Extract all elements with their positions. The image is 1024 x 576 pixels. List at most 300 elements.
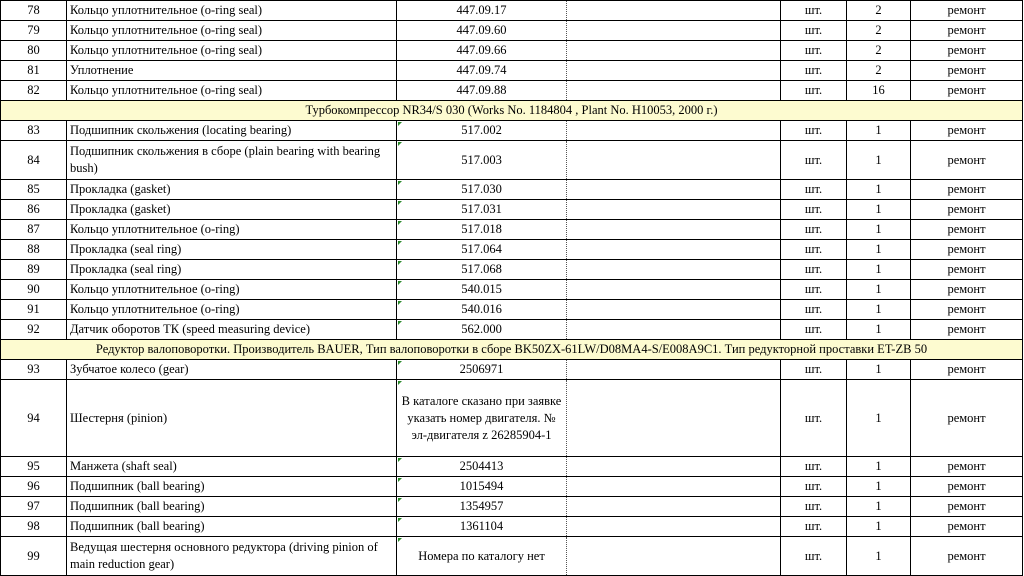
cell-comment-marker-icon [398,321,402,325]
remark-cell[interactable] [911,360,1023,380]
remark-cell-text: ремонт [947,23,986,37]
part-code-cell-text: 517.068 [461,262,502,276]
remark-cell-text: ремонт [947,459,986,473]
remark-cell[interactable] [911,457,1023,477]
quantity-cell-text: 1 [875,282,882,296]
part-name-cell[interactable] [67,320,397,340]
blank-cell[interactable] [567,61,781,81]
row-number-cell-text: 80 [27,43,40,57]
table-row [1,497,1023,517]
quantity-cell[interactable] [847,360,911,380]
remark-cell[interactable] [911,141,1023,180]
remark-cell-text: ремонт [947,519,986,533]
remark-cell-text: ремонт [947,222,986,236]
blank-cell[interactable] [567,497,781,517]
table-row [1,180,1023,200]
row-number-cell[interactable] [1,320,67,340]
cell-comment-marker-icon [398,518,402,522]
part-name-cell-text: Подшипник (ball bearing) [70,499,205,513]
part-code-cell-text: 1361104 [459,519,504,533]
section-header-turbocharger [1,101,1023,121]
part-name-cell[interactable] [67,300,397,320]
part-code-cell[interactable] [397,517,567,537]
part-code-cell-text: 2506971 [459,362,504,376]
row-number-cell-text: 82 [27,83,40,97]
row-number-cell-text: 93 [27,362,40,376]
cell-comment-marker-icon [398,201,402,205]
unit-cell[interactable] [781,121,847,141]
table-row [1,517,1023,537]
part-name-cell-text: Подшипник скольжения (locating bearing) [70,123,292,137]
quantity-cell-text: 1 [875,123,882,137]
part-name-cell[interactable] [67,180,397,200]
table-row [1,81,1023,101]
table-row [1,21,1023,41]
part-name-cell-text: Манжета (shaft seal) [70,459,177,473]
part-code-cell-text: В каталоге сказано при заявке указать номер двигателя. № эл-двигателя z 26285904-1 [401,393,562,442]
unit-cell[interactable] [781,497,847,517]
row-number-cell[interactable] [1,300,67,320]
quantity-cell-text: 2 [875,63,882,77]
remark-cell-text: ремонт [947,479,986,493]
quantity-cell[interactable] [847,41,911,61]
unit-cell[interactable] [781,300,847,320]
part-code-cell[interactable] [397,141,567,180]
row-number-cell[interactable] [1,240,67,260]
cell-comment-marker-icon [398,361,402,365]
cell-comment-marker-icon [398,221,402,225]
unit-cell-text: шт. [804,242,823,256]
part-name-cell-text: Датчик оборотов ТК (speed measuring device) [70,322,310,336]
quantity-cell-text: 2 [875,23,882,37]
remark-cell-text: ремонт [947,362,986,376]
part-code-cell[interactable] [397,220,567,240]
unit-cell-text: шт. [804,83,823,97]
remark-cell[interactable] [911,477,1023,497]
part-code-cell-text: 517.018 [461,222,502,236]
cell-comment-marker-icon [398,538,402,542]
unit-cell[interactable] [781,280,847,300]
unit-cell-text: шт. [804,222,823,236]
part-name-cell-text: Прокладка (gasket) [70,182,171,196]
part-name-cell[interactable] [67,477,397,497]
unit-cell-text: шт. [804,43,823,57]
quantity-cell[interactable] [847,61,911,81]
part-name-cell[interactable] [67,517,397,537]
table-row [1,360,1023,380]
blank-cell[interactable] [567,220,781,240]
remark-cell[interactable] [911,260,1023,280]
quantity-cell[interactable] [847,457,911,477]
table-row [1,61,1023,81]
part-code-cell[interactable] [397,380,567,457]
row-number-cell-text: 99 [27,548,40,563]
remark-cell[interactable] [911,517,1023,537]
part-code-cell[interactable] [397,280,567,300]
quantity-cell[interactable] [847,537,911,576]
unit-cell[interactable] [781,260,847,280]
unit-cell[interactable] [781,220,847,240]
quantity-cell-text: 1 [875,182,882,196]
part-code-cell[interactable] [397,81,567,101]
table-row [1,537,1023,576]
unit-cell[interactable] [781,81,847,101]
blank-cell[interactable] [567,1,781,21]
row-number-cell[interactable] [1,200,67,220]
part-code-cell[interactable] [397,457,567,477]
part-name-cell-text: Кольцо уплотнительное (o-ring seal) [70,83,263,97]
part-name-cell-text: Кольцо уплотнительное (o-ring) [70,302,240,316]
quantity-cell[interactable] [847,200,911,220]
row-number-cell[interactable] [1,497,67,517]
section-header-turbocharger-title: Турбокомпрессор NR34/S 030 (Works No. 1184804 , Plant No. H10053, 2000 г.) [305,103,718,117]
remark-cell-text: ремонт [947,242,986,256]
part-name-cell-text: Шестерня (pinion) [70,410,168,425]
cell-comment-marker-icon [398,142,402,146]
table-row [1,477,1023,497]
part-code-cell[interactable] [397,497,567,517]
quantity-cell[interactable] [847,300,911,320]
blank-cell[interactable] [567,320,781,340]
quantity-cell-text: 1 [875,322,882,336]
quantity-cell[interactable] [847,1,911,21]
blank-cell[interactable] [567,240,781,260]
remark-cell[interactable] [911,180,1023,200]
part-code-cell-text: 540.015 [461,282,502,296]
quantity-cell-text: 2 [875,3,882,17]
quantity-cell[interactable] [847,320,911,340]
remark-cell[interactable] [911,300,1023,320]
unit-cell[interactable] [781,477,847,497]
remark-cell[interactable] [911,21,1023,41]
row-number-cell-text: 78 [27,3,40,17]
part-code-cell-text: 447.09.88 [456,83,507,97]
section-header-turbocharger-cell[interactable] [1,101,1023,121]
part-code-cell[interactable] [397,61,567,81]
unit-cell-text: шт. [804,123,823,137]
quantity-cell-text: 1 [875,519,882,533]
part-code-cell[interactable] [397,300,567,320]
unit-cell-text: шт. [804,202,823,216]
unit-cell-text: шт. [804,282,823,296]
row-number-cell[interactable] [1,380,67,457]
part-name-cell-text: Зубчатое колесо (gear) [70,362,189,376]
blank-cell[interactable] [567,121,781,141]
part-name-cell-text: Кольцо уплотнительное (o-ring seal) [70,43,263,57]
remark-cell-text: ремонт [947,499,986,513]
quantity-cell-text: 1 [875,202,882,216]
table-row [1,380,1023,457]
row-number-cell[interactable] [1,81,67,101]
part-code-cell[interactable] [397,320,567,340]
blank-cell[interactable] [567,360,781,380]
blank-cell[interactable] [567,477,781,497]
parts-table-body [1,1,1023,576]
unit-cell-text: шт. [804,152,823,167]
part-code-cell-text: 1354957 [459,499,504,513]
table-row [1,457,1023,477]
part-name-cell[interactable] [67,1,397,21]
row-number-cell-text: 90 [27,282,40,296]
part-code-cell-text: 517.031 [461,202,502,216]
part-name-cell-text: Подшипник скольжения в сборе (plain bearing with bearing bush) [70,144,381,175]
remark-cell[interactable] [911,380,1023,457]
row-number-cell-text: 89 [27,262,40,276]
unit-cell-text: шт. [804,519,823,533]
remark-cell-text: ремонт [947,548,986,563]
row-number-cell[interactable] [1,141,67,180]
part-name-cell-text: Кольцо уплотнительное (o-ring) [70,282,240,296]
part-code-cell[interactable] [397,360,567,380]
blank-cell[interactable] [567,457,781,477]
part-name-cell[interactable] [67,240,397,260]
blank-cell[interactable] [567,81,781,101]
part-code-cell-text: 2504413 [459,459,504,473]
part-code-cell-text: 517.030 [461,182,502,196]
cell-comment-marker-icon [398,281,402,285]
part-name-cell[interactable] [67,537,397,576]
blank-cell[interactable] [567,21,781,41]
blank-cell[interactable] [567,300,781,320]
quantity-cell[interactable] [847,81,911,101]
blank-cell[interactable] [567,537,781,576]
remark-cell[interactable] [911,497,1023,517]
quantity-cell-text: 1 [875,242,882,256]
part-name-cell-text: Прокладка (seal ring) [70,262,182,276]
quantity-cell[interactable] [847,220,911,240]
unit-cell[interactable] [781,537,847,576]
quantity-cell-text: 1 [875,152,882,167]
quantity-cell-text: 1 [875,499,882,513]
part-code-cell[interactable] [397,41,567,61]
quantity-cell-text: 1 [875,459,882,473]
part-code-cell[interactable] [397,200,567,220]
remark-cell[interactable] [911,81,1023,101]
quantity-cell-text: 1 [875,362,882,376]
quantity-cell-text: 1 [875,479,882,493]
table-row [1,220,1023,240]
row-number-cell[interactable] [1,477,67,497]
row-number-cell[interactable] [1,280,67,300]
quantity-cell[interactable] [847,180,911,200]
part-code-cell-text: 517.002 [461,123,502,137]
part-code-cell[interactable] [397,121,567,141]
part-name-cell[interactable] [67,41,397,61]
part-name-cell[interactable] [67,21,397,41]
row-number-cell-text: 92 [27,322,40,336]
row-number-cell-text: 85 [27,182,40,196]
quantity-cell-text: 16 [872,83,885,97]
row-number-cell[interactable] [1,360,67,380]
row-number-cell-text: 79 [27,23,40,37]
unit-cell[interactable] [781,21,847,41]
part-name-cell[interactable] [67,260,397,280]
unit-cell-text: шт. [804,322,823,336]
row-number-cell[interactable] [1,1,67,21]
quantity-cell[interactable] [847,240,911,260]
unit-cell[interactable] [781,380,847,457]
part-name-cell-text: Подшипник (ball bearing) [70,479,205,493]
part-code-cell-text: 540.016 [461,302,502,316]
quantity-cell[interactable] [847,477,911,497]
remark-cell[interactable] [911,121,1023,141]
part-code-cell-text: 447.09.66 [456,43,507,57]
table-row [1,200,1023,220]
remark-cell[interactable] [911,537,1023,576]
table-row [1,260,1023,280]
row-number-cell[interactable] [1,260,67,280]
remark-cell[interactable] [911,41,1023,61]
unit-cell[interactable] [781,200,847,220]
blank-cell[interactable] [567,280,781,300]
unit-cell-text: шт. [804,410,823,425]
remark-cell-text: ремонт [947,410,986,425]
quantity-cell[interactable] [847,280,911,300]
row-number-cell-text: 96 [27,479,40,493]
cell-comment-marker-icon [398,301,402,305]
remark-cell[interactable] [911,220,1023,240]
part-name-cell[interactable] [67,457,397,477]
row-number-cell[interactable] [1,180,67,200]
part-code-cell-text: 517.064 [461,242,502,256]
quantity-cell[interactable] [847,260,911,280]
row-number-cell[interactable] [1,517,67,537]
row-number-cell-text: 81 [27,63,40,77]
remark-cell-text: ремонт [947,152,986,167]
part-name-cell[interactable] [67,220,397,240]
unit-cell[interactable] [781,61,847,81]
part-code-cell[interactable] [397,260,567,280]
row-number-cell[interactable] [1,61,67,81]
unit-cell[interactable] [781,457,847,477]
unit-cell-text: шт. [804,548,823,563]
unit-cell[interactable] [781,240,847,260]
row-number-cell-text: 88 [27,242,40,256]
row-number-cell-text: 95 [27,459,40,473]
part-code-cell[interactable] [397,21,567,41]
part-name-cell[interactable] [67,200,397,220]
unit-cell-text: шт. [804,459,823,473]
remark-cell[interactable] [911,61,1023,81]
quantity-cell-text: 1 [875,302,882,316]
part-code-cell-text: 1015494 [459,479,504,493]
unit-cell[interactable] [781,517,847,537]
part-code-cell-text: 447.09.17 [456,3,507,17]
quantity-cell-text: 1 [875,222,882,236]
unit-cell[interactable] [781,360,847,380]
part-code-cell[interactable] [397,180,567,200]
part-name-cell[interactable] [67,497,397,517]
part-name-cell[interactable] [67,121,397,141]
section-header-gearbox-cell[interactable] [1,340,1023,360]
remark-cell-text: ремонт [947,3,986,17]
row-number-cell-text: 94 [27,410,40,425]
unit-cell[interactable] [781,41,847,61]
blank-cell[interactable] [567,41,781,61]
cell-comment-marker-icon [398,478,402,482]
row-number-cell[interactable] [1,121,67,141]
remark-cell[interactable] [911,280,1023,300]
part-code-cell[interactable] [397,537,567,576]
part-name-cell-text: Прокладка (seal ring) [70,242,182,256]
table-row [1,240,1023,260]
row-number-cell-text: 98 [27,519,40,533]
part-name-cell[interactable] [67,141,397,180]
part-code-cell[interactable] [397,1,567,21]
part-name-cell-text: Кольцо уплотнительное (o-ring seal) [70,3,263,17]
quantity-cell[interactable] [847,141,911,180]
remark-cell[interactable] [911,1,1023,21]
remark-cell-text: ремонт [947,83,986,97]
blank-cell[interactable] [567,141,781,180]
quantity-cell-text: 1 [875,548,882,563]
part-name-cell-text: Кольцо уплотнительное (o-ring) [70,222,240,236]
unit-cell[interactable] [781,180,847,200]
quantity-cell[interactable] [847,21,911,41]
blank-cell[interactable] [567,180,781,200]
part-code-cell[interactable] [397,240,567,260]
remark-cell-text: ремонт [947,262,986,276]
remark-cell-text: ремонт [947,202,986,216]
row-number-cell[interactable] [1,220,67,240]
part-name-cell[interactable] [67,61,397,81]
row-number-cell-text: 91 [27,302,40,316]
table-row [1,320,1023,340]
unit-cell[interactable] [781,141,847,180]
part-code-cell-text: 517.003 [461,152,502,167]
part-code-cell[interactable] [397,477,567,497]
cell-comment-marker-icon [398,498,402,502]
part-name-cell[interactable] [67,81,397,101]
unit-cell-text: шт. [804,362,823,376]
part-name-cell[interactable] [67,360,397,380]
part-name-cell[interactable] [67,280,397,300]
unit-cell-text: шт. [804,479,823,493]
remark-cell-text: ремонт [947,322,986,336]
row-number-cell[interactable] [1,41,67,61]
part-name-cell[interactable] [67,380,397,457]
part-name-cell-text: Кольцо уплотнительное (o-ring seal) [70,23,263,37]
quantity-cell[interactable] [847,121,911,141]
remark-cell-text: ремонт [947,182,986,196]
quantity-cell-text: 2 [875,43,882,57]
remark-cell[interactable] [911,320,1023,340]
row-number-cell-text: 84 [27,152,40,167]
blank-cell[interactable] [567,517,781,537]
blank-cell[interactable] [567,260,781,280]
remark-cell[interactable] [911,200,1023,220]
unit-cell[interactable] [781,1,847,21]
part-code-cell-text: 562.000 [461,322,502,336]
quantity-cell[interactable] [847,380,911,457]
row-number-cell[interactable] [1,21,67,41]
table-row [1,300,1023,320]
part-code-cell-text: 447.09.74 [456,63,507,77]
cell-comment-marker-icon [398,241,402,245]
blank-cell[interactable] [567,380,781,457]
row-number-cell-text: 86 [27,202,40,216]
row-number-cell[interactable] [1,537,67,576]
unit-cell[interactable] [781,320,847,340]
row-number-cell-text: 87 [27,222,40,236]
cell-comment-marker-icon [398,261,402,265]
quantity-cell[interactable] [847,497,911,517]
remark-cell[interactable] [911,240,1023,260]
quantity-cell[interactable] [847,517,911,537]
blank-cell[interactable] [567,200,781,220]
row-number-cell[interactable] [1,457,67,477]
unit-cell-text: шт. [804,182,823,196]
